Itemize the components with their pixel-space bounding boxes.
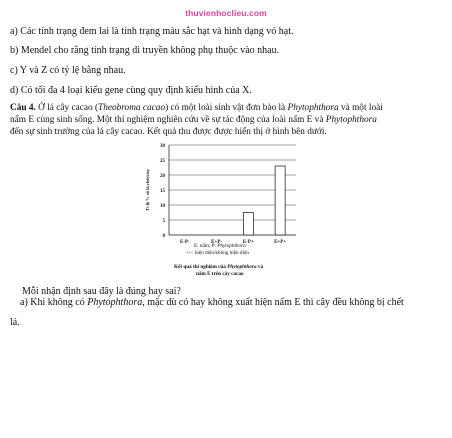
q4-text-1: Ở lá cây cacao ( <box>35 103 99 113</box>
y-tick-label: 25 <box>160 158 165 164</box>
statement-a-continuation: lá. <box>10 317 20 328</box>
x-tick-label: E+P- <box>211 240 223 245</box>
chart-svg <box>140 140 300 282</box>
y-tick-label: 15 <box>160 188 165 194</box>
bar-E+P+ <box>275 166 285 235</box>
legend-1-italic: Phytophthora <box>217 243 246 249</box>
chart-caption-line-2: nấm E trên cây cacao <box>196 271 244 277</box>
caption-1-suffix: và <box>256 264 264 270</box>
statement-a-prefix: a) Khi không có <box>20 297 88 308</box>
y-tick-label: 5 <box>162 218 165 224</box>
question-4-line-3: đến sự sinh trưởng của lá cây cacao. Kết quả thu được được hiển thị ở hình bên dưới. <box>10 127 327 137</box>
x-tick-label: E-P+ <box>242 240 254 245</box>
option-a: a) Các tính trạng đem lai là tính trạng màu sắc hạt và hình dạng vỏ hạt. <box>10 26 294 37</box>
y-tick-label: 10 <box>160 203 165 209</box>
bar-E-P+ <box>243 213 253 236</box>
chart-legend-line-2: +/-: hiện diện/không hiện diện <box>186 250 249 256</box>
caption-1-italic: Phytophthora <box>227 264 257 270</box>
option-b: b) Mendel cho rằng tính trạng di truyền không phụ thuộc vào nhau. <box>10 45 280 56</box>
y-tick-label: 0 <box>162 233 165 239</box>
q4-text-3: và một loài <box>338 103 383 113</box>
option-c: c) Y và Z có tỷ lệ bằng nhau. <box>10 65 126 76</box>
x-tick-label: E+P+ <box>274 240 287 245</box>
q4-species: Theobroma cacao <box>98 103 166 113</box>
question-label: Câu 4. <box>10 103 36 113</box>
bar-chart <box>140 140 300 282</box>
x-tick-label: E-P- <box>180 240 190 245</box>
chart-legend-line-1 <box>194 243 246 250</box>
chart-caption-line-1 <box>174 264 263 271</box>
statement-a-italic: Phytophthora <box>87 297 143 308</box>
q4-line2-pathogen: Phytophthora <box>325 115 377 125</box>
question-4-line-1 <box>10 103 383 114</box>
statements-prompt: Mỗi nhận định sau đây là đúng hay sai? <box>22 286 181 297</box>
watermark: thuvienhoclieu.com <box>185 8 267 18</box>
statement-a <box>20 297 404 309</box>
q4-line2-text: nấm E cùng sinh sống. Một thí nghiệm nghiên cứu về sự tác động của loài nấm E và <box>10 115 326 125</box>
y-tick-label: 20 <box>160 173 165 179</box>
y-tick-label: 30 <box>160 143 165 149</box>
statement-a-suffix: , mặc dù có hay không xuất hiện nấm E thì cây đều không bị chết <box>142 297 404 308</box>
q4-pathogen: Phytophthora <box>287 103 339 113</box>
question-4-line-2 <box>10 115 377 126</box>
legend-1-prefix: E: nấm; P: <box>194 243 218 249</box>
y-axis-label: Tỉ lệ % số lá chết/cây <box>145 169 150 211</box>
q4-text-2: ) có một loài sinh vật đơn bào là <box>165 103 288 113</box>
option-d: d) Có tối đa 4 loại kiểu gene cùng quy định kiểu hình của X. <box>10 85 252 96</box>
caption-1-prefix: Kết quả thí nghiệm của <box>174 264 228 270</box>
